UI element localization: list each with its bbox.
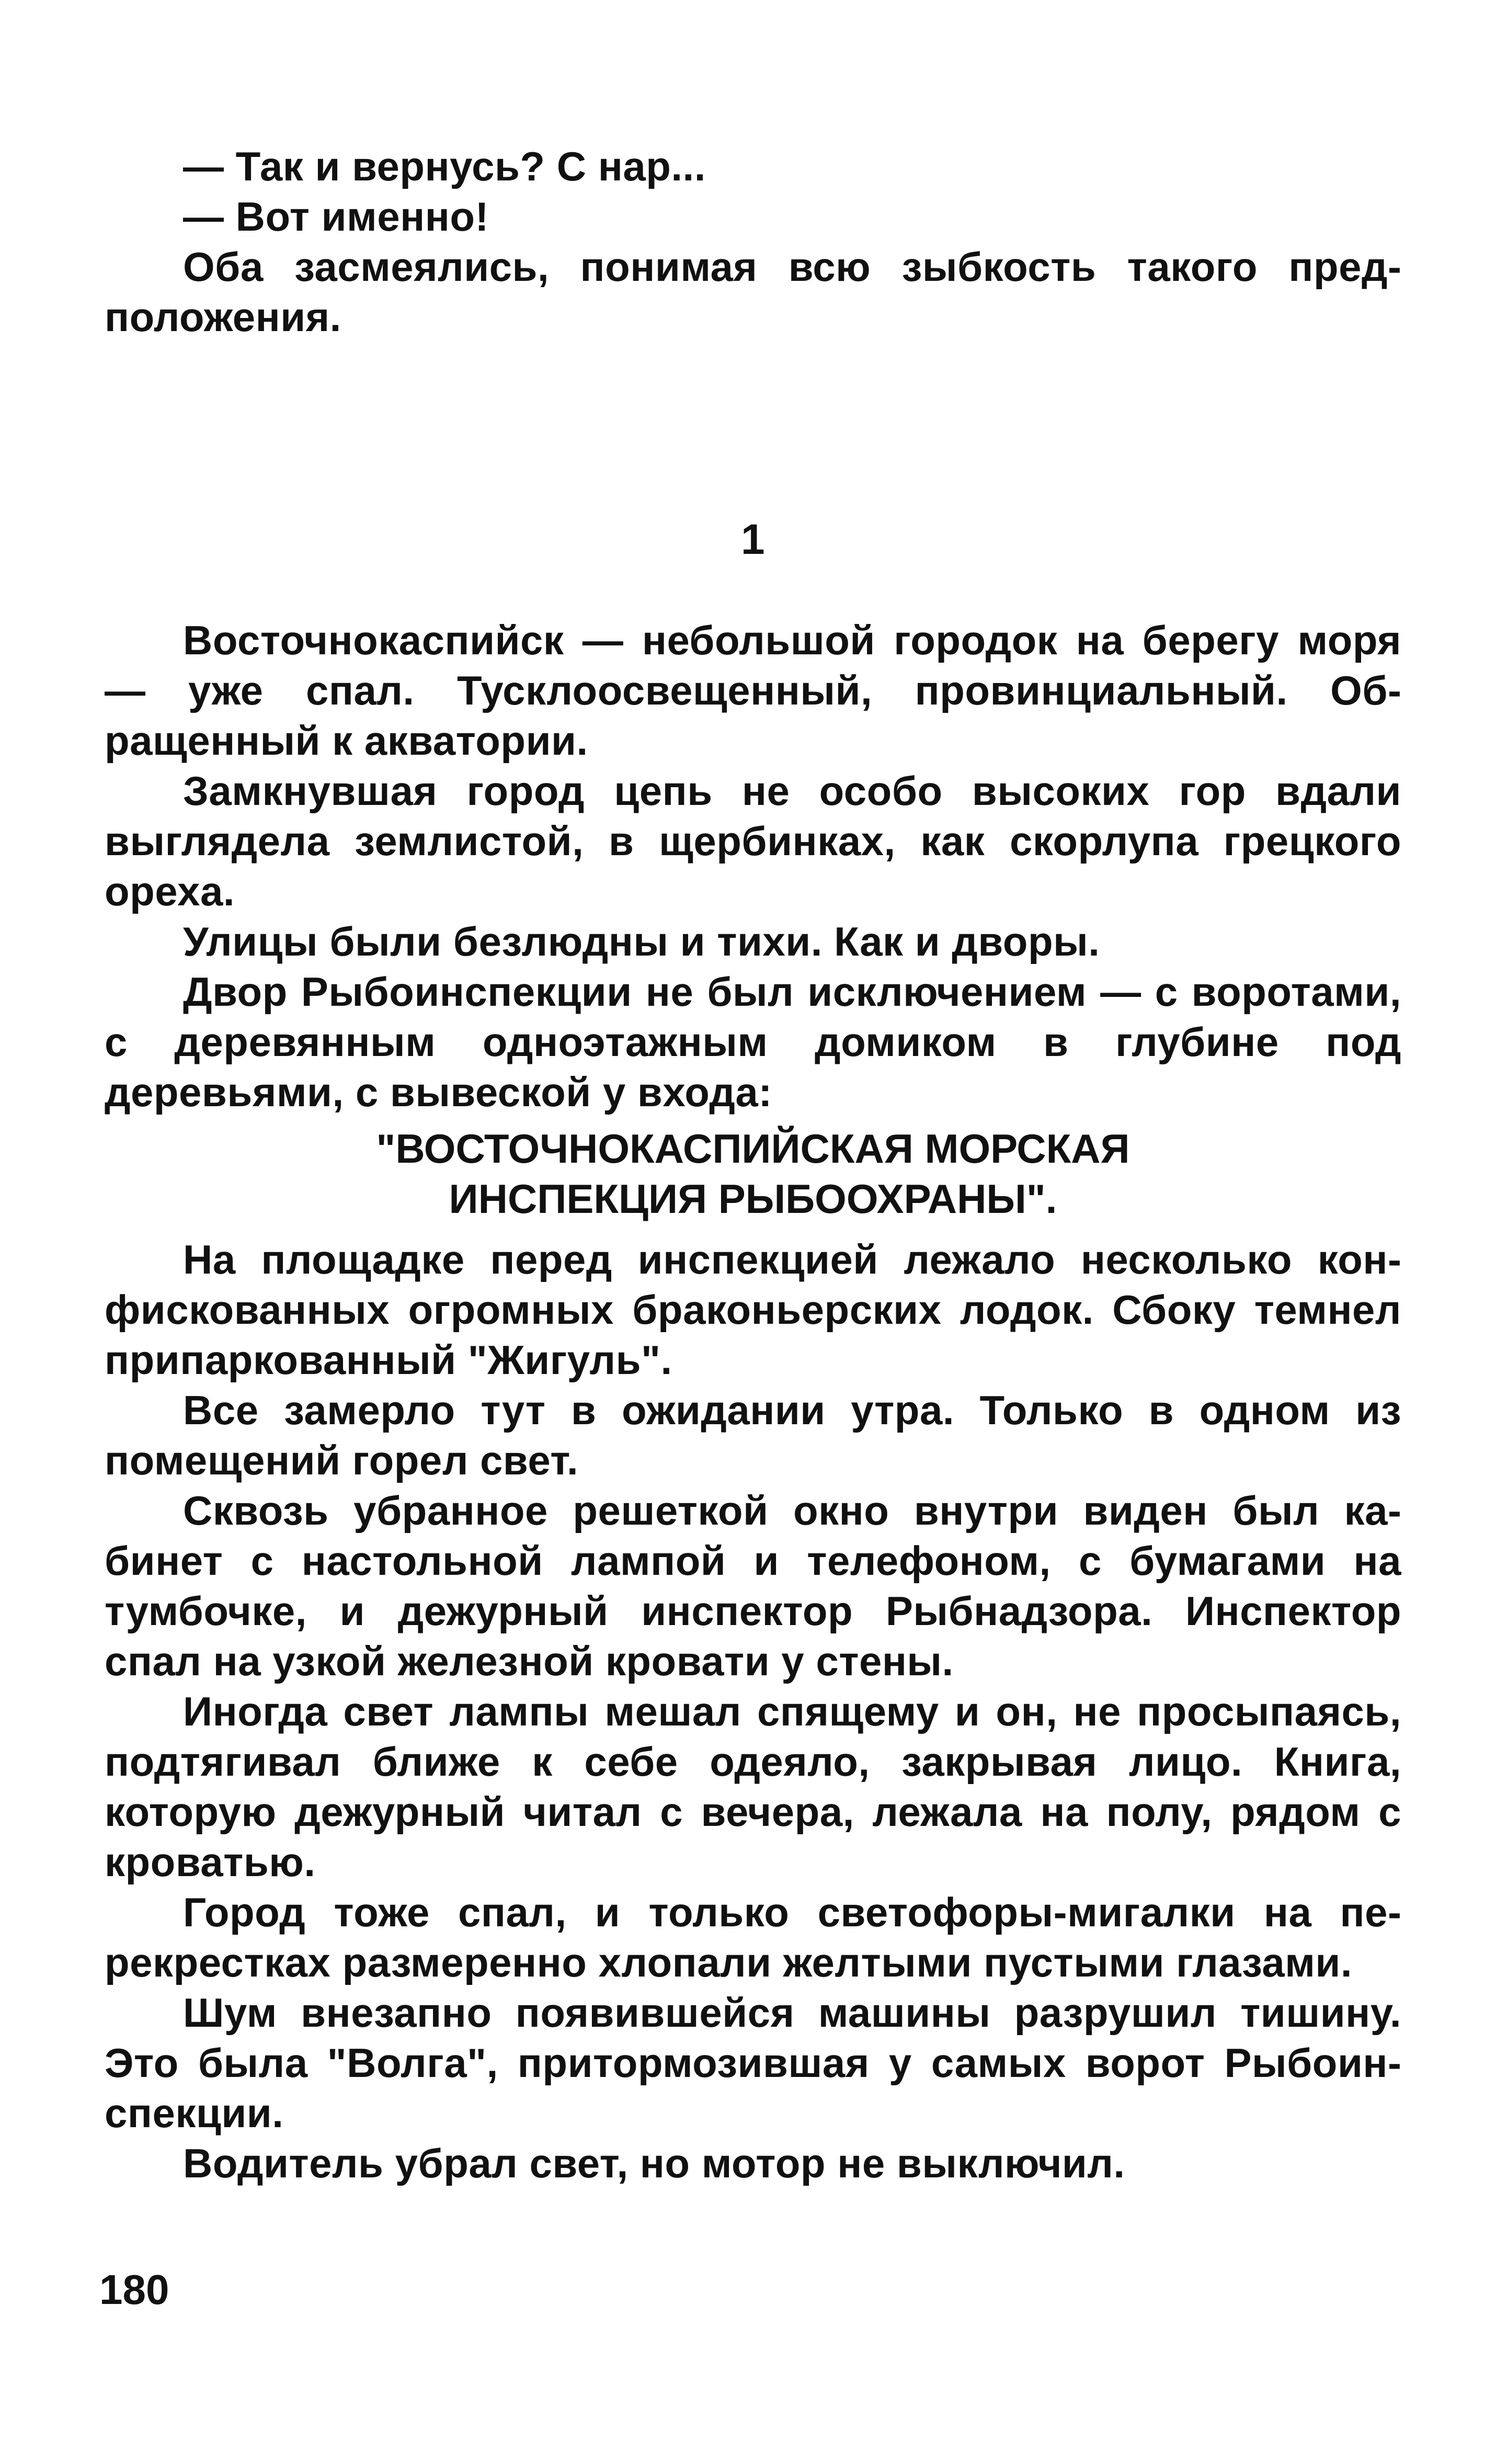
paragraph: Сквозь убранное решеткой окно внутри виден был кабинет с настольной лампой и телефоном, с бумагами на тумбочке, и дежурный инспектор Рыбнадзора. Инспектор спал на узкой железной кровати у стены. <box>105 1488 1401 1684</box>
sign-line: "ВОСТОЧНОКАСПИЙСКАЯ МОРСКАЯ <box>376 1126 1130 1172</box>
paragraph: Город тоже спал, и только светофоры-мигалки на перекрестках размеренно хлопали желтыми пустыми глазами. <box>105 1889 1401 1985</box>
spacer <box>105 1224 1401 1234</box>
spacer <box>105 565 1401 615</box>
page-number: 180 <box>99 2266 169 2313</box>
paragraph: Иногда свет лампы мешал спящему и он, не просыпаясь, подтягивал ближе к себе одеяло, закрывая лицо. Книга, которую дежурный читал с вечера, лежала на полу, рядом с кроватью. <box>105 1688 1401 1885</box>
paragraph: Улицы были безлюдны и тихи. Как и дворы. <box>183 918 1100 964</box>
chapter-number: 1 <box>740 516 766 563</box>
paragraph: Восточнокаспийск — небольшой городок на берегу моря — уже спал. Тусклоосвещенный, провинциальный. Обращенный к акватории. <box>105 617 1401 764</box>
paragraph: На площадке перед инспекцией лежало несколько конфискованных огромных браконьерских лодок. Сбоку темнел припаркованный "Жигуль". <box>105 1236 1401 1383</box>
paragraph: Оба засмеялись, понимая всю зыбкость такого предположения. <box>105 244 1401 340</box>
sign-line: ИНСПЕКЦИЯ РЫБООХРАНЫ". <box>449 1176 1057 1222</box>
spacer <box>105 342 1401 515</box>
paragraph: Водитель убрал свет, но мотор не выключил. <box>183 2140 1125 2186</box>
paragraph: Шум внезапно появившейся машины разрушил тишину. Это была "Волга", притормозившая у самых ворот Рыбоинспекции. <box>105 1990 1401 2136</box>
dialog-line: — Вот именно! <box>183 194 489 240</box>
book-page <box>105 141 1401 2188</box>
paragraph: Двор Рыбоинспекции не был исключением — с воротами, с деревянным одноэтажным домиком в глубине под деревьями, с вывеской у входа: <box>105 969 1401 1115</box>
spacer <box>105 1117 1401 1123</box>
paragraph: Замкнувшая город цепь не особо высоких гор вдали выглядела землистой, в щербинках, как скорлупа грецкого ореха. <box>105 768 1401 914</box>
paragraph: Все замерло тут в ожидании утра. Только в одном из помещений горел свет. <box>105 1387 1401 1483</box>
dialog-line: — Так и вернусь? С нар... <box>183 143 706 189</box>
